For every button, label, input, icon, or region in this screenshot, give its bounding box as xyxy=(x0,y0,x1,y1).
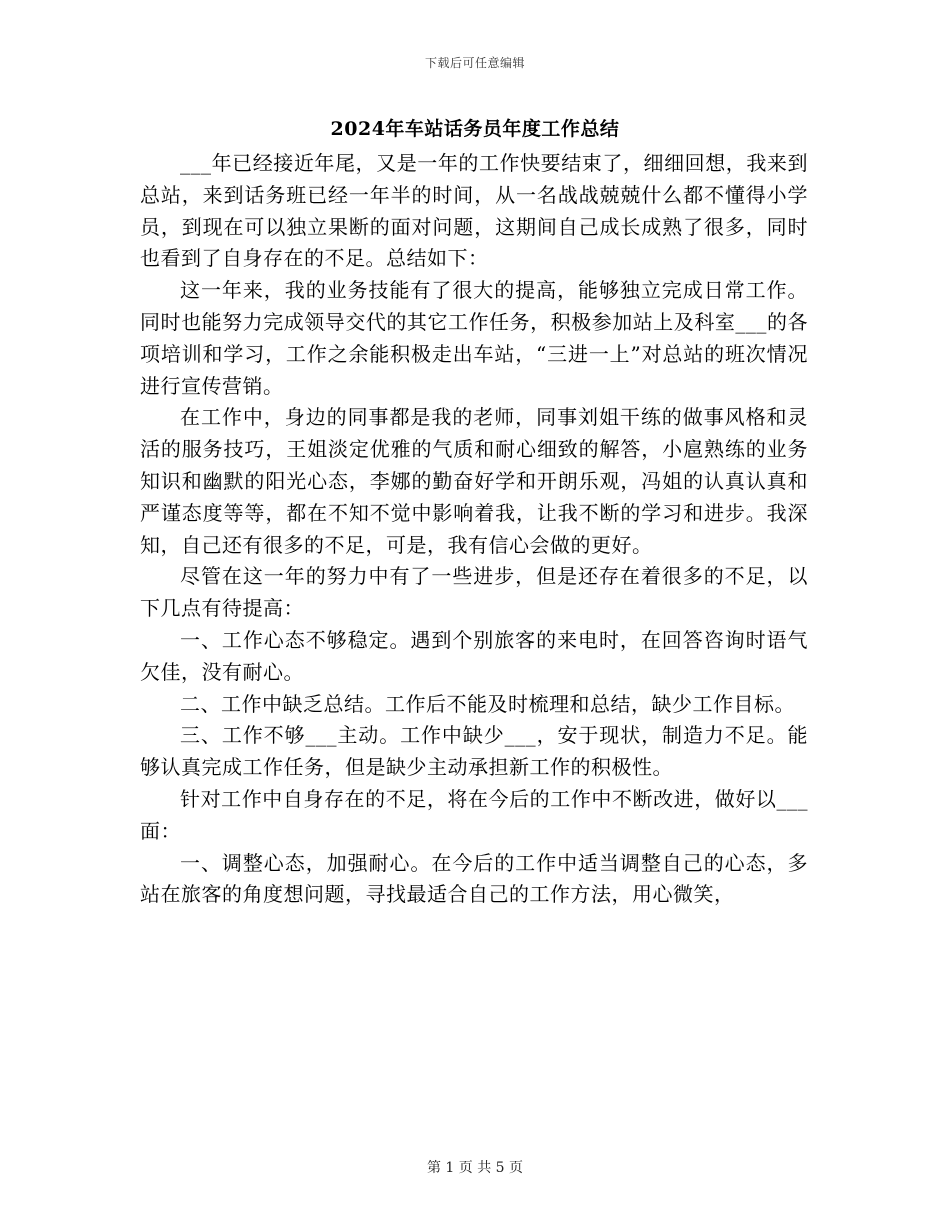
paragraph: ___年已经接近年尾，又是一年的工作快要结束了，细细回想，我来到总站，来到话务班已经一年半的时间，从一名战战兢兢什么都不懂得小学员，到现在可以独立果断的面对问题，这期间自己成长成熟了很多，同时也看到了自身存在的不足。总结如下： xyxy=(140,151,808,271)
paragraph: 在工作中，身边的同事都是我的老师，同事刘姐干练的做事风格和灵活的服务技巧，王姐淡定优雅的气质和耐心细致的解答，小扈熟练的业务知识和幽默的阳光心态，李娜的勤奋好学和开朗乐观，冯姐的认真认真和严谨态度等等，都在不知不觉中影响着我，让我不断的学习和进步。我深知，自己还有很多的不足，可是，我有信心会做的更好。 xyxy=(140,405,808,557)
page-number: 第 1 页 共 5 页 xyxy=(426,1160,524,1176)
paragraph: 针对工作中自身存在的不足，将在今后的工作中不断改进，做好以___面： xyxy=(140,786,808,843)
paragraph: 三、工作不够___主动。工作中缺少___，安于现状，制造力不足。能够认真完成工作任务，但是缺少主动承担新工作的积极性。 xyxy=(140,723,808,780)
paragraph: 尽管在这一年的努力中有了一些进步，但是还存在着很多的不足，以下几点有待提高： xyxy=(140,564,808,621)
document-body xyxy=(140,148,808,911)
paragraph: 二、工作中缺乏总结。工作后不能及时梳理和总结，缺少工作目标。 xyxy=(180,691,795,716)
paragraph: 一、调整心态，加强耐心。在今后的工作中适当调整自己的心态，多站在旅客的角度想问题，寻找最适合自己的工作方法，用心微笑， xyxy=(140,850,808,907)
paragraph: 一、工作心态不够稳定。遇到个别旅客的来电时，在回答咨询时语气欠佳，没有耐心。 xyxy=(140,627,808,684)
paragraph: 这一年来，我的业务技能有了很大的提高，能够独立完成日常工作。同时也能努力完成领导交代的其它工作任务，积极参加站上及科室___的各项培训和学习，工作之余能积极走出车站，“三进一上”对总站的班次情况进行宣传营销。 xyxy=(140,278,808,398)
header-note: 下载后可任意编辑 xyxy=(424,56,525,70)
document-title: 2024年车站话务员年度工作总结 xyxy=(330,118,620,140)
